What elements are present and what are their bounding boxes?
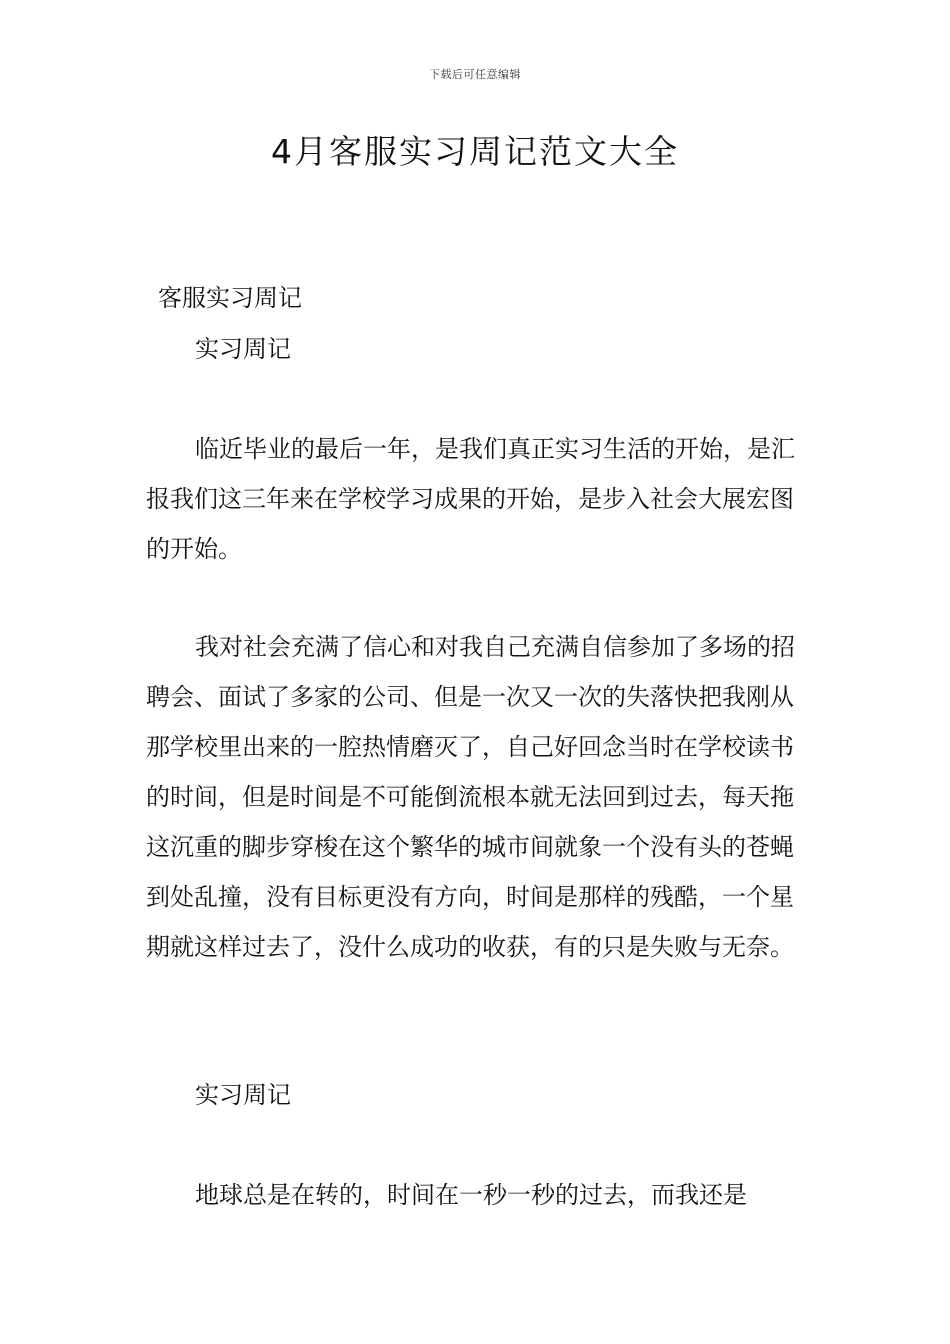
main-heading: 客服实习周记: [158, 284, 302, 312]
paragraph-3: 地球总是在转的，时间在一秒一秒的过去，而我还是: [195, 1181, 747, 1209]
paragraph-2: 我对社会充满了信心和对我自己充满自信参加了多场的招聘会、面试了多家的公司、但是一次又一次的失落快把我刚从那学校里出来的一腔热情磨灭了，自己好回念当时在学校读书的时间，但是时间是不可能倒流根本就无法回到过去，每天拖这沉重的脚步穿梭在这个繁华的城市间就象一个没有头的苍蝇到处乱撞，没有目标更没有方向，时间是那样的残酷，一个星期就这样过去了，没什么成功的收获，有的只是失败与无奈。: [146, 633, 795, 961]
page-title: 4月客服实习周记范文大全: [271, 132, 679, 171]
sub-heading-1: 实习周记: [195, 335, 291, 363]
sub-heading-2: 实习周记: [195, 1081, 291, 1109]
paragraph-1: 临近毕业的最后一年，是我们真正实习生活的开始，是汇报我们这三年来在学校学习成果的开始，是步入社会大展宏图的开始。: [146, 435, 795, 563]
header-note: 下载后可任意编辑: [429, 68, 521, 81]
